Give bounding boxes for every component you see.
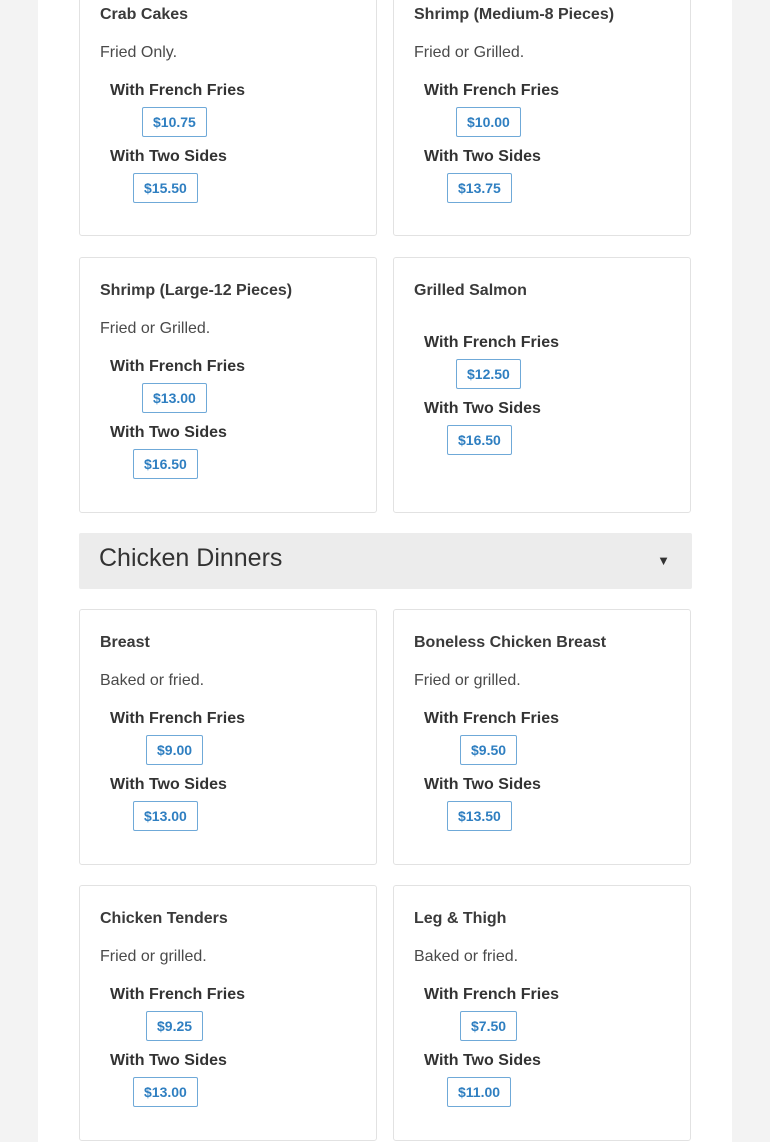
option-label-two-sides: With Two Sides xyxy=(424,400,541,417)
option-label-fries: With French Fries xyxy=(424,82,559,99)
menu-item-title: Chicken Tenders xyxy=(100,910,228,927)
menu-item-card xyxy=(393,885,691,1141)
option-label-fries: With French Fries xyxy=(110,710,245,727)
option-label-fries: With French Fries xyxy=(110,358,245,375)
menu-item-title: Grilled Salmon xyxy=(414,282,527,299)
option-label-two-sides: With Two Sides xyxy=(424,776,541,793)
price-button-two-sides[interactable]: $15.50 xyxy=(133,173,198,203)
option-label-two-sides: With Two Sides xyxy=(110,1052,227,1069)
menu-item-title: Boneless Chicken Breast xyxy=(414,634,607,651)
menu-item-title: Shrimp (Medium-8 Pieces) xyxy=(414,6,615,23)
price-button-two-sides[interactable]: $13.50 xyxy=(447,801,512,831)
option-label-fries: With French Fries xyxy=(110,986,245,1003)
price-button-two-sides[interactable]: $13.00 xyxy=(133,1077,198,1107)
price-button-fries[interactable]: $12.50 xyxy=(456,359,521,389)
price-button-two-sides[interactable]: $16.50 xyxy=(447,425,512,455)
price-button-fries[interactable]: $9.25 xyxy=(146,1011,203,1041)
option-label-fries: With French Fries xyxy=(424,710,559,727)
menu-item-description: Baked or fried. xyxy=(100,672,205,689)
price-button-two-sides[interactable]: $16.50 xyxy=(133,449,198,479)
price-button-fries[interactable]: $13.00 xyxy=(142,383,207,413)
menu-item-title: Shrimp (Large-12 Pieces) xyxy=(100,282,293,299)
section-header-chicken-dinners[interactable] xyxy=(79,533,692,589)
menu-item-card xyxy=(393,257,691,513)
option-label-fries: With French Fries xyxy=(424,334,559,351)
menu-item-description: Fried or Grilled. xyxy=(414,44,525,61)
option-label-fries: With French Fries xyxy=(110,82,245,99)
section-title: Chicken Dinners xyxy=(99,544,283,572)
menu-item-card xyxy=(393,0,691,236)
price-button-two-sides[interactable]: $13.00 xyxy=(133,801,198,831)
price-button-two-sides[interactable]: $11.00 xyxy=(447,1077,511,1107)
menu-item-card xyxy=(393,609,691,865)
menu-item-description: Fried or Grilled. xyxy=(100,320,211,337)
menu-item-description: Fried Only. xyxy=(100,44,178,61)
price-button-two-sides[interactable]: $13.75 xyxy=(447,173,512,203)
price-button-fries[interactable]: $9.00 xyxy=(146,735,203,765)
option-label-two-sides: With Two Sides xyxy=(424,1052,541,1069)
menu-item-description: Fried or grilled. xyxy=(100,948,207,965)
menu-item-card xyxy=(79,609,377,865)
price-button-fries[interactable]: $10.75 xyxy=(142,107,207,137)
option-label-two-sides: With Two Sides xyxy=(110,424,227,441)
option-label-two-sides: With Two Sides xyxy=(110,148,227,165)
menu-item-description: Baked or fried. xyxy=(414,948,519,965)
option-label-two-sides: With Two Sides xyxy=(424,148,541,165)
menu-item-card xyxy=(79,257,377,513)
menu-item-description: Fried or grilled. xyxy=(414,672,521,689)
option-label-two-sides: With Two Sides xyxy=(110,776,227,793)
menu-item-card xyxy=(79,885,377,1141)
price-button-fries[interactable]: $7.50 xyxy=(460,1011,517,1041)
menu-item-title: Leg & Thigh xyxy=(414,910,507,927)
menu-item-title: Crab Cakes xyxy=(100,6,189,23)
triangle-down-icon[interactable]: ▼ xyxy=(657,553,670,568)
menu-item-title: Breast xyxy=(100,634,150,651)
price-button-fries[interactable]: $9.50 xyxy=(460,735,517,765)
menu-item-card xyxy=(79,0,377,236)
price-button-fries[interactable]: $10.00 xyxy=(456,107,521,137)
option-label-fries: With French Fries xyxy=(424,986,559,1003)
